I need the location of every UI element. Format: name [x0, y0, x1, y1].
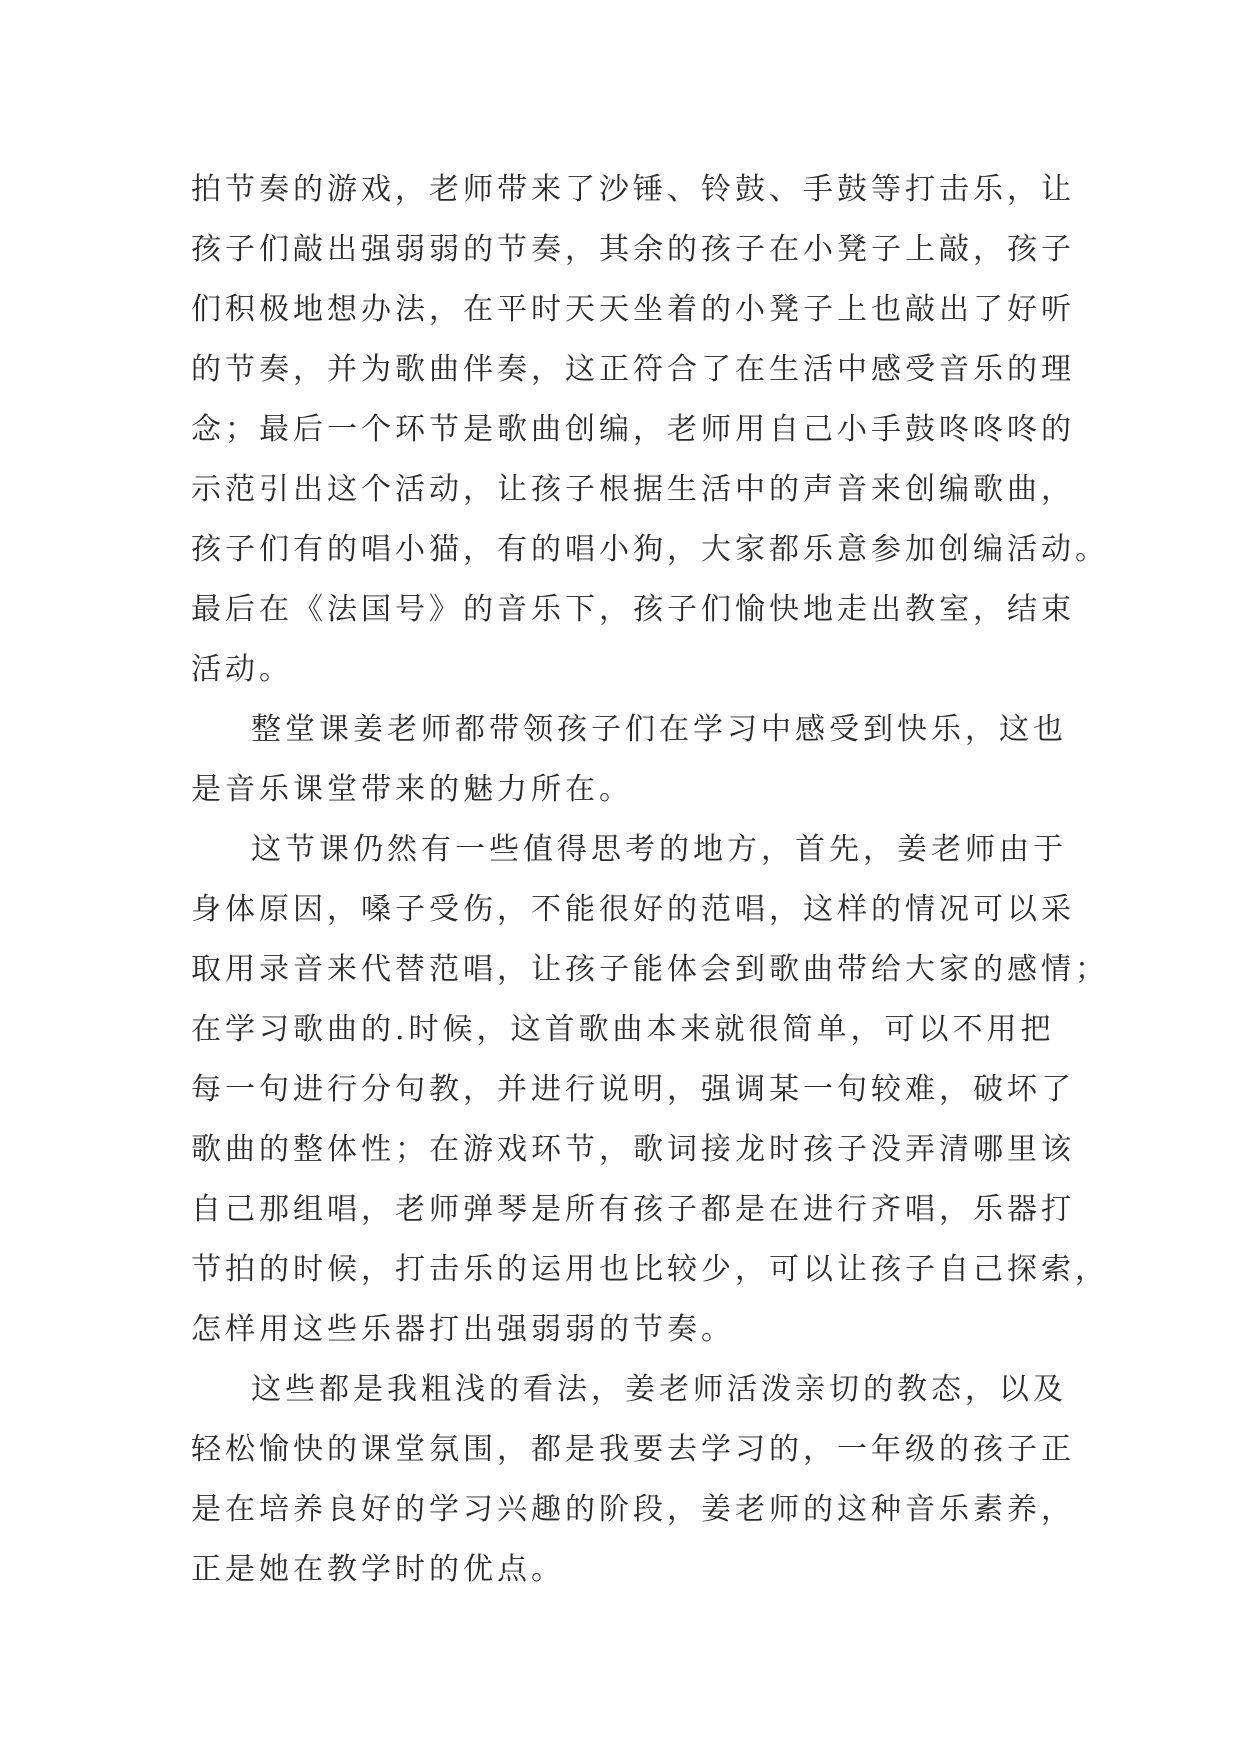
text-line: 拍节奏的游戏，老师带来了沙锤、铃鼓、手鼓等打击乐，让	[191, 172, 1075, 207]
text-line: 取用录音来代替范唱，让孩子能体会到歌曲带给大家的感情；	[191, 952, 1109, 987]
text-line: 自己那组唱，老师弹琴是所有孩子都是在进行齐唱，乐器打	[191, 1192, 1075, 1227]
text-line: 身体原因，嗓子受伤，不能很好的范唱，这样的情况可以采	[191, 892, 1075, 927]
text-line: 是在培养良好的学习兴趣的阶段，姜老师的这种音乐素养，	[191, 1492, 1075, 1527]
text-line: 是音乐课堂带来的魅力所在。	[191, 772, 633, 807]
text-line: 最后在《法国号》的音乐下，孩子们愉快地走出教室，结束	[191, 592, 1075, 627]
text-line: 节拍的时候，打击乐的运用也比较少，可以让孩子自己探索，	[191, 1252, 1109, 1287]
text-line: 轻松愉快的课堂氛围，都是我要去学习的，一年级的孩子正	[191, 1432, 1075, 1467]
text-line: 怎样用这些乐器打出强弱弱的节奏。	[191, 1312, 735, 1347]
paragraph-2	[191, 700, 1067, 820]
paragraph-1	[191, 160, 1109, 700]
paragraph-3	[191, 820, 1109, 1360]
paragraph-4	[191, 1360, 1075, 1600]
text-line: 孩子们有的唱小猫，有的唱小狗，大家都乐意参加创编活动。	[191, 532, 1109, 567]
text-line: 的节奏，并为歌曲伴奏，这正符合了在生活中感受音乐的理	[191, 352, 1075, 387]
text-line: 这节课仍然有一些值得思考的地方，首先，姜老师由于	[251, 832, 1067, 867]
text-line: 在学习歌曲的.时候，这首歌曲本来就很简单，可以不用把	[191, 1012, 1055, 1047]
document-body	[191, 160, 1109, 1600]
text-line: 歌曲的整体性；在游戏环节，歌词接龙时孩子没弄清哪里该	[191, 1132, 1075, 1167]
text-line: 每一句进行分句教，并进行说明，强调某一句较难，破坏了	[191, 1072, 1075, 1107]
text-line: 们积极地想办法，在平时天天坐着的小凳子上也敲出了好听	[191, 292, 1075, 327]
text-line: 活动。	[191, 652, 293, 687]
text-line: 正是她在教学时的优点。	[191, 1552, 565, 1587]
text-line: 示范引出这个活动，让孩子根据生活中的声音来创编歌曲，	[191, 472, 1075, 507]
text-line: 这些都是我粗浅的看法，姜老师活泼亲切的教态，以及	[251, 1372, 1067, 1407]
text-line: 念；最后一个环节是歌曲创编，老师用自己小手鼓咚咚咚的	[191, 412, 1075, 447]
text-line: 孩子们敲出强弱弱的节奏，其余的孩子在小凳子上敲，孩子	[191, 232, 1075, 267]
text-line: 整堂课姜老师都带领孩子们在学习中感受到快乐，这也	[251, 712, 1067, 747]
